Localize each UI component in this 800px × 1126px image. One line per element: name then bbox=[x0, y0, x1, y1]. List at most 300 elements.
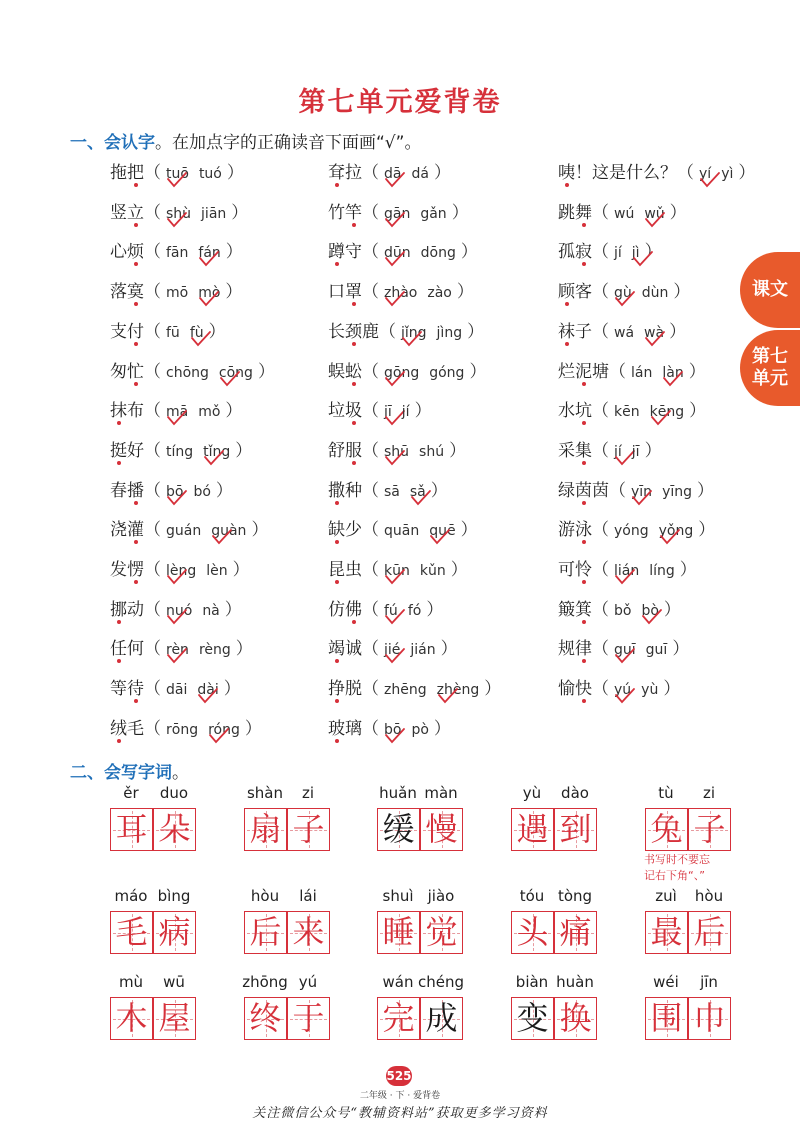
reading-word bbox=[558, 639, 592, 659]
close-paren: ） bbox=[672, 639, 690, 660]
pinyin-option[interactable]: bò bbox=[641, 603, 658, 619]
check-mark-icon bbox=[166, 648, 188, 664]
check-mark-icon bbox=[166, 410, 188, 426]
check-mark-icon bbox=[641, 609, 663, 625]
pinyin-option[interactable]: quān bbox=[384, 523, 420, 540]
reading-word bbox=[328, 719, 362, 739]
open-paren: （ bbox=[144, 282, 161, 303]
pinyin-option[interactable]: sā bbox=[384, 483, 400, 500]
pinyin-option[interactable]: kūn bbox=[384, 563, 410, 579]
tab-lesson[interactable]: 课文 bbox=[740, 252, 800, 328]
pinyin-option[interactable]: tíng bbox=[166, 443, 194, 460]
word-char: 支 bbox=[110, 321, 127, 342]
writing-pinyin: jīn bbox=[700, 973, 718, 991]
pinyin-option[interactable]: làn bbox=[662, 365, 683, 381]
writing-char-box bbox=[377, 997, 420, 1040]
word-char: 立 bbox=[127, 198, 144, 223]
writing-pinyin: biàn bbox=[515, 973, 549, 991]
writing-pinyin: shàn bbox=[246, 784, 284, 802]
close-paren: ） bbox=[460, 520, 478, 541]
writing-pinyin: huǎn bbox=[379, 784, 417, 802]
pinyin-option[interactable]: shū bbox=[384, 444, 409, 460]
pinyin-option[interactable]: jī bbox=[384, 404, 392, 420]
writing-char-box bbox=[420, 997, 463, 1040]
writing-char-box bbox=[244, 911, 287, 954]
word-char: 灌 bbox=[127, 515, 144, 540]
writing-char-box bbox=[153, 808, 196, 851]
writing-char-box bbox=[377, 911, 420, 954]
check-mark-icon bbox=[166, 569, 188, 585]
close-paren: ） bbox=[223, 679, 241, 700]
reading-item bbox=[328, 515, 478, 540]
pinyin-option[interactable]: shú bbox=[419, 443, 445, 460]
reading-item bbox=[558, 436, 662, 461]
word-char: 昆 bbox=[328, 555, 345, 580]
pinyin-option[interactable]: kǔn bbox=[419, 563, 446, 579]
reading-word bbox=[110, 401, 144, 421]
check-mark-icon bbox=[650, 410, 672, 426]
word-char: 泳 bbox=[575, 515, 592, 540]
reading-word bbox=[328, 401, 362, 421]
check-mark-icon bbox=[384, 291, 406, 307]
word-char: 快 bbox=[575, 674, 592, 699]
check-mark-icon bbox=[384, 569, 406, 585]
close-paren: ） bbox=[467, 321, 485, 342]
pinyin-option[interactable]: jián bbox=[410, 642, 436, 659]
check-mark-icon bbox=[166, 609, 188, 625]
close-paren: ） bbox=[244, 718, 262, 739]
pinyin-option[interactable]: guī bbox=[614, 642, 636, 658]
writing-char-box bbox=[377, 808, 420, 851]
pinyin-option[interactable]: bó bbox=[193, 483, 211, 500]
writing-pinyin: yú bbox=[298, 973, 318, 991]
reading-item bbox=[110, 714, 262, 739]
pinyin-option[interactable]: mā bbox=[166, 404, 188, 420]
open-paren: （ bbox=[144, 401, 161, 422]
close-paren: ） bbox=[669, 321, 687, 342]
reading-word bbox=[328, 520, 362, 540]
word-char: 虫 bbox=[345, 560, 362, 580]
word-char: 种 bbox=[345, 480, 362, 501]
check-mark-icon bbox=[166, 212, 188, 228]
word-char: 仿 bbox=[328, 599, 345, 620]
pinyin-option[interactable]: mō bbox=[166, 285, 189, 302]
pinyin-option[interactable]: dài bbox=[197, 682, 218, 698]
open-paren: （ bbox=[362, 163, 379, 183]
pinyin-option[interactable]: mò bbox=[198, 285, 220, 301]
word-char: 拉 bbox=[345, 163, 362, 183]
section-one-heading bbox=[70, 128, 421, 153]
close-paren: ） bbox=[456, 282, 474, 303]
reading-word bbox=[328, 600, 362, 620]
reading-word bbox=[558, 600, 592, 620]
writing-pinyin: máo bbox=[114, 887, 148, 905]
writing-char: 于 bbox=[292, 999, 325, 1037]
pinyin-option[interactable]: gōng bbox=[384, 365, 419, 381]
close-paren: ） bbox=[688, 361, 706, 382]
word-char: 垃 bbox=[328, 401, 345, 422]
reading-item bbox=[328, 198, 469, 223]
word-char: 舒 bbox=[328, 440, 345, 461]
word-char: 怜 bbox=[575, 555, 592, 580]
writing-pinyin: tòng bbox=[557, 887, 593, 905]
word-char: 孤 bbox=[558, 242, 575, 263]
word-char: 茵 bbox=[575, 476, 592, 501]
reading-word bbox=[558, 322, 592, 342]
word-char: 撒 bbox=[328, 476, 345, 501]
writing-pinyin: ěr bbox=[123, 784, 139, 802]
close-paren: ） bbox=[663, 679, 681, 700]
check-mark-icon bbox=[662, 371, 684, 387]
pinyin-option[interactable]: yú bbox=[614, 682, 631, 698]
pinyin-option[interactable]: dūn bbox=[384, 245, 411, 261]
word-char: 好 bbox=[127, 440, 144, 461]
reading-word bbox=[110, 481, 144, 501]
check-mark-icon bbox=[384, 450, 406, 466]
close-paren: ） bbox=[451, 202, 469, 223]
reading-word bbox=[558, 481, 609, 501]
writing-char-box bbox=[153, 997, 196, 1040]
word-char: 何 bbox=[127, 639, 144, 660]
reading-item bbox=[558, 476, 714, 501]
pinyin-option[interactable]: guī bbox=[645, 642, 668, 659]
pinyin-option[interactable]: dāi bbox=[166, 682, 188, 699]
reading-word bbox=[328, 679, 362, 699]
check-mark-icon bbox=[410, 490, 432, 506]
pinyin-option[interactable]: zhào bbox=[384, 285, 417, 301]
close-paren: ） bbox=[224, 599, 242, 620]
pinyin-option[interactable]: zào bbox=[427, 285, 452, 302]
pinyin-option[interactable]: wǔ bbox=[644, 206, 664, 222]
check-mark-icon bbox=[384, 172, 406, 188]
open-paren: （ bbox=[362, 679, 379, 700]
pinyin-option[interactable]: jí bbox=[614, 245, 622, 262]
open-paren: （ bbox=[144, 639, 161, 660]
pinyin-option[interactable]: jiān bbox=[201, 205, 227, 222]
writing-char-box bbox=[110, 911, 153, 954]
writing-pinyin: zi bbox=[301, 784, 315, 802]
open-paren: （ bbox=[144, 242, 161, 263]
check-mark-icon bbox=[699, 172, 721, 188]
pinyin-option[interactable]: yīng bbox=[662, 483, 692, 500]
reading-word bbox=[110, 600, 144, 620]
word-char: 挺 bbox=[110, 436, 127, 461]
word-char: 泥 bbox=[575, 357, 592, 382]
pinyin-option[interactable]: jí bbox=[614, 444, 622, 460]
close-paren: ） bbox=[225, 242, 243, 263]
word-char: 是 bbox=[609, 163, 626, 183]
word-char: 毛 bbox=[127, 718, 144, 739]
pinyin-option[interactable]: jǐng bbox=[401, 325, 427, 341]
pinyin-option[interactable]: yì bbox=[721, 166, 734, 182]
pinyin-option[interactable]: jìng bbox=[436, 324, 463, 341]
close-paren: ） bbox=[208, 321, 226, 342]
pinyin-option[interactable]: dōng bbox=[420, 245, 456, 262]
pinyin-option[interactable]: jié bbox=[384, 642, 400, 658]
pinyin-option[interactable]: wà bbox=[644, 325, 664, 341]
writing-pinyin: tóu bbox=[519, 887, 545, 905]
reading-word bbox=[110, 322, 144, 342]
writing-char: 睡 bbox=[382, 913, 415, 951]
pinyin-option[interactable]: shù bbox=[166, 206, 191, 222]
writing-char-box bbox=[420, 808, 463, 851]
word-char: 寂 bbox=[575, 237, 592, 262]
writing-pinyin: wū bbox=[163, 973, 185, 991]
writing-char: 完 bbox=[382, 999, 415, 1037]
open-paren: （ bbox=[362, 480, 379, 501]
pinyin-option[interactable]: kēng bbox=[650, 404, 684, 420]
reading-word bbox=[328, 560, 362, 580]
word-char: 布 bbox=[127, 401, 144, 422]
writing-char-box bbox=[645, 997, 688, 1040]
open-paren: （ bbox=[592, 520, 609, 541]
writing-pinyin: tù bbox=[658, 784, 674, 802]
reading-item bbox=[328, 555, 468, 580]
reading-word bbox=[110, 679, 144, 699]
pinyin-option[interactable]: gān bbox=[384, 206, 410, 222]
pinyin-option[interactable]: lián bbox=[614, 563, 639, 579]
section-two-heading bbox=[70, 758, 189, 783]
pinyin-option[interactable]: fú bbox=[384, 603, 398, 619]
reading-word bbox=[110, 560, 144, 580]
writing-char-box bbox=[554, 808, 597, 851]
reading-item bbox=[558, 277, 690, 302]
word-char: 少 bbox=[345, 520, 362, 541]
pinyin-option[interactable]: rōng bbox=[166, 721, 199, 738]
tab-unit-seven[interactable]: 第七单元 bbox=[740, 330, 800, 406]
section-one-number: 一、 bbox=[70, 133, 104, 153]
open-paren: （ bbox=[592, 639, 609, 660]
word-char: 心 bbox=[110, 242, 127, 263]
pinyin-option[interactable]: tuō bbox=[166, 166, 189, 182]
word-char: 佛 bbox=[345, 595, 362, 620]
pinyin-option[interactable]: bō bbox=[166, 484, 183, 500]
pinyin-option[interactable]: fū bbox=[166, 324, 180, 341]
word-char: 长 bbox=[328, 321, 345, 342]
pinyin-option[interactable]: zhèng bbox=[437, 682, 480, 698]
pinyin-option[interactable]: jī bbox=[631, 443, 640, 460]
writing-char-box bbox=[554, 911, 597, 954]
word-char: 落 bbox=[110, 282, 127, 303]
reading-item bbox=[328, 714, 451, 739]
pinyin-option[interactable]: mǒ bbox=[198, 404, 221, 421]
pinyin-option[interactable]: fó bbox=[407, 602, 422, 619]
pinyin-option[interactable]: lán bbox=[631, 364, 653, 381]
reading-word bbox=[110, 362, 144, 382]
reading-item bbox=[328, 674, 501, 699]
pinyin-option[interactable]: quē bbox=[429, 523, 455, 539]
pinyin-option[interactable]: nuó bbox=[166, 603, 192, 619]
reading-word bbox=[558, 679, 592, 699]
reading-word bbox=[558, 362, 609, 382]
pinyin-option[interactable]: lèng bbox=[166, 563, 196, 579]
reading-word bbox=[110, 282, 144, 302]
pinyin-option[interactable]: fán bbox=[198, 245, 220, 261]
word-char: 竹 bbox=[328, 202, 345, 223]
pinyin-option[interactable]: wá bbox=[614, 324, 635, 341]
reading-word bbox=[110, 639, 144, 659]
pinyin-option[interactable]: cōng bbox=[219, 365, 253, 381]
footer-promo: 关注微信公众号“教辅资料站”获取更多学习资料 bbox=[252, 1106, 548, 1121]
word-char: 口 bbox=[328, 282, 345, 303]
pinyin-option[interactable]: lèn bbox=[206, 563, 228, 579]
reading-item bbox=[110, 317, 226, 342]
pinyin-option[interactable]: fù bbox=[190, 325, 204, 341]
check-mark-icon bbox=[384, 728, 406, 744]
pinyin-option[interactable]: dá bbox=[411, 166, 429, 182]
pinyin-option[interactable]: dā bbox=[384, 166, 401, 182]
pinyin-option[interactable]: yóng bbox=[614, 523, 649, 540]
reading-word bbox=[110, 719, 144, 739]
writing-char: 毛 bbox=[115, 913, 148, 951]
word-char: 脱 bbox=[345, 679, 362, 700]
open-paren: （ bbox=[144, 440, 161, 461]
pinyin-option[interactable]: guán bbox=[166, 523, 202, 540]
check-mark-icon bbox=[166, 172, 188, 188]
open-paren: （ bbox=[362, 440, 379, 461]
writing-pinyin: hòu bbox=[250, 887, 280, 905]
open-paren: （ bbox=[592, 321, 609, 342]
pinyin-option[interactable]: nà bbox=[202, 602, 220, 619]
section-one-name: 会认字 bbox=[104, 133, 155, 153]
writing-pinyin: wéi bbox=[653, 973, 679, 991]
writing-char: 终 bbox=[249, 999, 282, 1037]
pinyin-option[interactable]: bō bbox=[384, 722, 401, 738]
pinyin-option[interactable]: jí bbox=[401, 404, 410, 421]
reading-word bbox=[110, 203, 144, 223]
pinyin-option[interactable]: gǎn bbox=[420, 205, 447, 222]
open-paren: （ bbox=[144, 520, 161, 541]
pinyin-option[interactable]: líng bbox=[649, 563, 675, 579]
check-mark-icon bbox=[644, 331, 666, 347]
open-paren: （ bbox=[677, 163, 694, 183]
pinyin-option[interactable]: chōng bbox=[166, 364, 209, 381]
open-paren: （ bbox=[609, 361, 626, 382]
pinyin-option[interactable]: rèng bbox=[198, 642, 231, 659]
writing-pinyin: hòu bbox=[694, 887, 724, 905]
pinyin-option[interactable]: zhēng bbox=[384, 682, 427, 699]
writing-char: 头 bbox=[516, 913, 549, 951]
word-char: 服 bbox=[345, 436, 362, 461]
word-char: 烂 bbox=[558, 361, 575, 382]
pinyin-option[interactable]: fān bbox=[166, 245, 189, 262]
writing-char-box bbox=[287, 997, 330, 1040]
reading-word bbox=[328, 282, 362, 302]
open-paren: （ bbox=[362, 560, 379, 580]
pinyin-option[interactable]: yīn bbox=[631, 484, 652, 500]
reading-item bbox=[558, 396, 706, 421]
word-char: 袜 bbox=[558, 317, 575, 342]
word-char: 集 bbox=[575, 436, 592, 461]
open-paren: （ bbox=[592, 599, 609, 620]
word-char: 挣 bbox=[328, 674, 345, 699]
writing-char-box bbox=[511, 997, 554, 1040]
open-paren: （ bbox=[362, 282, 379, 303]
close-paren: ） bbox=[251, 520, 269, 541]
reading-item bbox=[110, 595, 242, 620]
writing-char: 变 bbox=[516, 999, 549, 1037]
pinyin-option[interactable]: róng bbox=[208, 722, 240, 738]
pinyin-option[interactable]: wú bbox=[614, 205, 635, 222]
open-paren: （ bbox=[144, 560, 161, 580]
word-char: 愉 bbox=[558, 679, 575, 700]
pinyin-option[interactable]: yǒng bbox=[659, 523, 694, 539]
writing-char-box bbox=[511, 808, 554, 851]
writing-char: 屋 bbox=[158, 999, 191, 1037]
close-paren: ） bbox=[433, 718, 451, 739]
reading-item bbox=[110, 674, 241, 699]
word-char: 璃 bbox=[345, 718, 362, 739]
writing-char-box bbox=[688, 911, 731, 954]
writing-char-box bbox=[688, 997, 731, 1040]
close-paren: ） bbox=[235, 639, 253, 660]
reading-item bbox=[328, 634, 458, 659]
pinyin-option[interactable]: gù bbox=[614, 285, 632, 301]
open-paren: （ bbox=[144, 202, 161, 223]
close-paren: ） bbox=[469, 361, 487, 382]
word-char: 绿 bbox=[558, 480, 575, 501]
word-char: 簸 bbox=[558, 599, 575, 620]
word-char: 竿 bbox=[345, 198, 362, 223]
reading-word bbox=[558, 441, 592, 461]
word-char: 舞 bbox=[575, 198, 592, 223]
check-mark-icon bbox=[203, 450, 225, 466]
writing-char-box bbox=[244, 808, 287, 851]
reading-item bbox=[328, 357, 486, 382]
pinyin-option[interactable]: bǒ bbox=[614, 602, 632, 619]
check-mark-icon bbox=[384, 212, 406, 228]
open-paren: （ bbox=[592, 440, 609, 461]
check-mark-icon bbox=[429, 529, 451, 545]
word-char: 浇 bbox=[110, 520, 127, 541]
word-char: 圾 bbox=[345, 396, 362, 421]
check-mark-icon bbox=[219, 371, 241, 387]
pinyin-option[interactable]: góng bbox=[429, 364, 465, 381]
pinyin-option[interactable]: tuó bbox=[198, 166, 222, 182]
open-paren: （ bbox=[362, 401, 379, 422]
writing-char: 觉 bbox=[425, 913, 458, 951]
pinyin-option[interactable]: guàn bbox=[211, 523, 246, 539]
reading-item bbox=[328, 595, 443, 620]
pinyin-option[interactable]: jì bbox=[632, 245, 640, 261]
writing-char-box bbox=[688, 808, 731, 851]
reading-item bbox=[328, 396, 432, 421]
pinyin-option[interactable]: kēn bbox=[614, 404, 640, 421]
writing-pinyin: zuì bbox=[655, 887, 677, 905]
writing-pinyin: dào bbox=[561, 784, 589, 802]
section-two-name: 会写字词 bbox=[104, 763, 172, 783]
close-paren: ） bbox=[232, 560, 250, 580]
writing-pinyin: lái bbox=[299, 887, 317, 905]
close-paren: ） bbox=[689, 401, 707, 422]
writing-char-box bbox=[554, 997, 597, 1040]
pinyin-option[interactable]: pò bbox=[411, 721, 429, 738]
pinyin-option[interactable]: tǐng bbox=[203, 444, 230, 460]
pinyin-option[interactable]: yí bbox=[699, 166, 711, 182]
pinyin-option[interactable]: yù bbox=[641, 682, 659, 699]
word-char: 鹿 bbox=[362, 321, 379, 342]
open-paren: （ bbox=[362, 361, 379, 382]
pinyin-option[interactable]: rèn bbox=[166, 642, 189, 658]
word-char: 任 bbox=[110, 634, 127, 659]
close-paren: ） bbox=[449, 440, 467, 461]
word-char: 客 bbox=[575, 282, 592, 303]
pinyin-option[interactable]: sǎ bbox=[410, 484, 426, 500]
close-paren: ） bbox=[215, 480, 233, 501]
open-paren: （ bbox=[362, 639, 379, 660]
pinyin-option[interactable]: dùn bbox=[641, 285, 669, 302]
writing-pinyin: chéng bbox=[418, 973, 465, 991]
